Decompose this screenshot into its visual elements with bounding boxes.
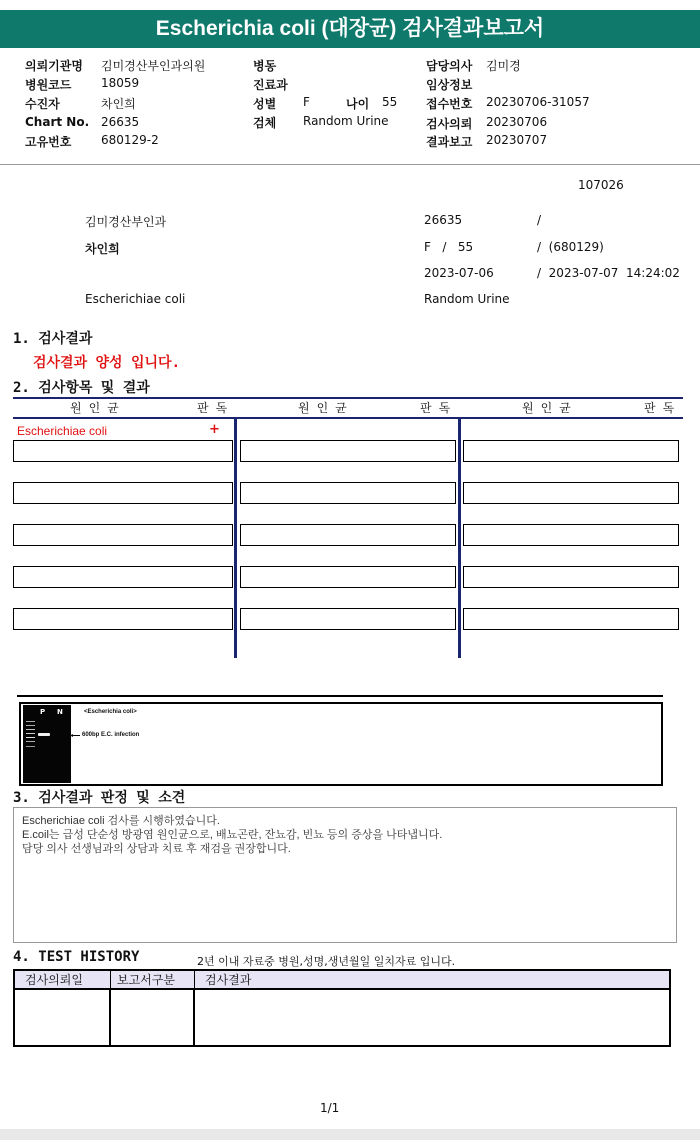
header-value: 20230707 [486, 133, 548, 147]
header-label: 담당의사 [426, 59, 473, 73]
arrow-line [72, 735, 80, 736]
result-box [463, 524, 679, 546]
gel-image [23, 705, 74, 783]
ladder-band [26, 725, 35, 726]
header-value: 김미경산부인과의원 [101, 59, 206, 73]
birth-date: / (680129) [537, 240, 604, 254]
history-col-line [109, 989, 111, 1046]
ward-label: 병동 [253, 59, 277, 73]
history-col-line [193, 989, 195, 1046]
arrow-icon: ◂ [70, 732, 74, 739]
result-box [240, 482, 456, 504]
col-judgment-header: 판독 [644, 401, 682, 415]
ladder-band [26, 721, 35, 722]
result-box [13, 524, 233, 546]
result-box [13, 440, 233, 462]
report-code: 107026 [578, 178, 624, 192]
section4-title: 4. TEST HISTORY [13, 949, 140, 965]
age-label: 나이 [346, 97, 370, 111]
header-label: 검사의뢰 [426, 117, 473, 131]
result-pathogen: Escherichiae coli [17, 424, 108, 438]
specimen-name: Random Urine [424, 292, 510, 306]
section1-title: 1. 검사결과 [13, 331, 93, 347]
result-box [463, 608, 679, 630]
lane-n-label: N [57, 708, 63, 716]
patient-name: 차인희 [85, 242, 120, 256]
opinion-line: Escherichiae coli 검사를 시행하였습니다. [22, 815, 220, 827]
result-box [240, 524, 456, 546]
test-name: Escherichiae coli [85, 292, 186, 306]
header-value: 18059 [101, 76, 140, 90]
report-datetime: / 2023-07-07 14:24:02 [537, 266, 680, 280]
dept-label: 진료과 [253, 78, 288, 92]
ladder-band [26, 746, 35, 747]
lane-p-label: P [40, 708, 46, 716]
result-box [463, 482, 679, 504]
history-header: 검사결과 [194, 969, 671, 990]
history-header: 보고서구분 [110, 969, 195, 990]
section3-title: 3. 검사결과 판정 및 소견 [13, 790, 186, 806]
col-judgment-header: 판독 [197, 401, 235, 415]
header-label: Chart No. [25, 115, 90, 129]
specimen-label: 검체 [253, 116, 277, 130]
result-box [13, 608, 233, 630]
col-pathogen-header: 원인균 [298, 401, 354, 415]
col-pathogen-header: 원인균 [70, 401, 126, 415]
col-pathogen-header: 원인균 [522, 401, 578, 415]
header-value: 20230706-31057 [486, 95, 590, 109]
result-box [240, 566, 456, 588]
request-date: 2023-07-06 [424, 266, 494, 280]
column-divider [458, 418, 461, 658]
header-label: 수진자 [25, 97, 60, 111]
gel-caption: <Escherichia coli> [84, 709, 137, 715]
sex-value: F [303, 95, 310, 109]
result-box [13, 566, 233, 588]
slash: / [537, 213, 542, 227]
result-box [463, 566, 679, 588]
header-label: 의뢰기관명 [25, 59, 83, 73]
gel-top-line [17, 695, 663, 697]
header-value: 26635 [101, 115, 140, 129]
sex-age: F / 55 [424, 240, 474, 254]
opinion-line: 담당 의사 선생님과의 상담과 치료 후 재검을 권장합니다. [22, 843, 291, 855]
result-box [13, 482, 233, 504]
col-judgment-header: 판독 [420, 401, 458, 415]
page-number: 1/1 [320, 1101, 340, 1115]
ladder-band [26, 729, 35, 730]
header-value: 20230706 [486, 115, 548, 129]
section2-title: 2. 검사항목 및 결과 [13, 380, 150, 396]
opinion-box [13, 807, 677, 943]
opinion-line: E.coil는 급성 단순성 방광염 원인균으로, 배뇨곤란, 잔뇨감, 빈뇨 등의 증상을 나타냅니다. [22, 829, 443, 841]
result-box [463, 440, 679, 462]
header-label: 병원코드 [25, 78, 72, 92]
ladder-band [26, 737, 35, 738]
page-bottom-bar [0, 1129, 700, 1140]
history-note: 2년 이내 자료중 병원,성명,생년월일 일치자료 입니다. [197, 955, 456, 968]
result-box [240, 608, 456, 630]
header-label: 결과보고 [426, 135, 473, 149]
header-label: 고유번호 [25, 135, 72, 149]
history-header: 검사의뢰일 [13, 969, 111, 990]
header-divider [0, 164, 700, 165]
header-label: 접수번호 [426, 97, 473, 111]
chart-number: 26635 [424, 213, 463, 227]
band-label: 600bp E.C. infection [82, 732, 140, 738]
column-divider [234, 418, 237, 658]
positive-result: 검사결과 양성 입니다. [33, 355, 181, 371]
header-value: 김미경 [486, 59, 521, 73]
report-title: Escherichia coli (대장균) 검사결과보고서 [0, 10, 700, 48]
hospital-name: 김미경산부인과 [85, 215, 167, 229]
header-value: 680129-2 [101, 133, 159, 147]
ladder-band [26, 741, 35, 742]
result-box [240, 440, 456, 462]
positive-band [38, 733, 50, 736]
header-label: 임상정보 [426, 78, 473, 92]
header-value: 차인희 [101, 97, 136, 111]
result-sign: + [209, 422, 220, 437]
sex-label: 성별 [253, 97, 277, 111]
specimen-value: Random Urine [303, 114, 389, 128]
age-value: 55 [382, 95, 398, 109]
ladder-band [26, 733, 35, 734]
